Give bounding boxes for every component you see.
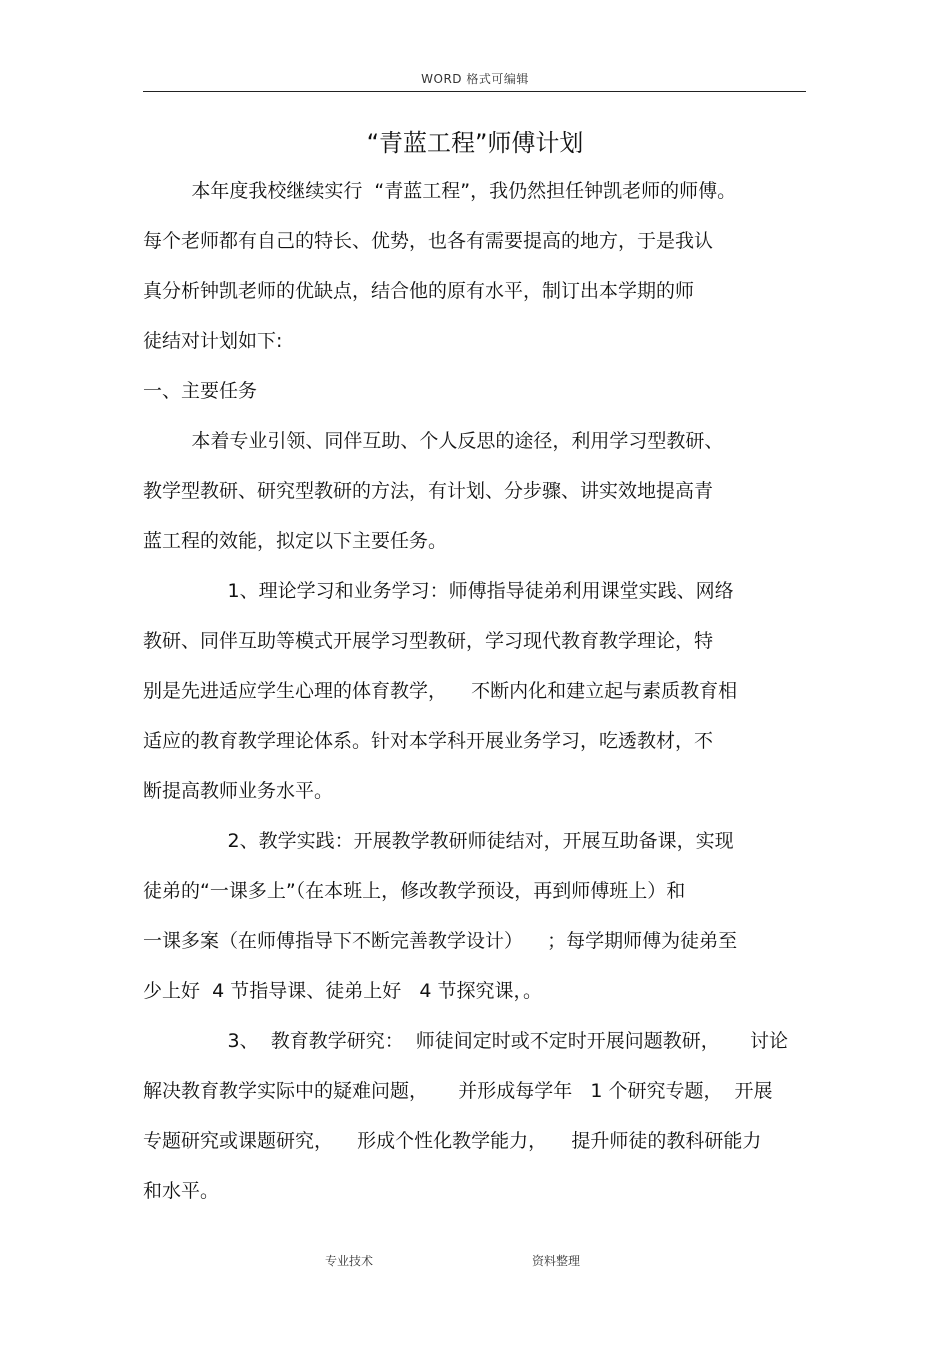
body-line: 教研、同伴互助等模式开展学习型教研，学习现代教育教学理论，特: [143, 630, 714, 652]
body-line: 断提高教师业务水平。: [143, 780, 334, 802]
page-header-text: WORD 格式可编辑: [421, 72, 529, 86]
body-line: 徒结对计划如下:: [143, 330, 283, 352]
document-title: “青蓝工程”师傅计划: [366, 129, 584, 157]
body-line: 别是先进适应学生心理的体育教学， 不断内化和建立起与素质教育相: [143, 680, 738, 702]
body-line: 真分析钟凯老师的优缺点，结合他的原有水平，制订出本学期的师: [143, 280, 695, 302]
body-line: 一课多案（在师傅指导下不断完善教学设计） ；每学期师傅为徒弟至: [143, 930, 738, 952]
body-line: 每个老师都有自己的特长、优势，也各有需要提高的地方，于是我认: [143, 230, 714, 252]
body-line: 解决教育教学实际中的疑难问题， 并形成每学年 1 个研究专题， 开展: [143, 1080, 773, 1102]
body-line: 3、 教育教学研究： 师徒间定时或不定时开展问题教研， 讨论: [143, 1030, 788, 1052]
body-line: 和水平。: [143, 1180, 220, 1202]
footer-left-text: 专业技术: [325, 1254, 374, 1268]
body-line: 教学型教研、研究型教研的方法，有计划、分步骤、讲实效地提高青: [143, 480, 714, 502]
section-heading: 一、主要任务: [143, 380, 258, 402]
body-line: 本着专业引领、同伴互助、个人反思的途径，利用学习型教研、: [143, 430, 724, 452]
body-line: 2、教学实践：开展教学教研师徒结对，开展互助备课，实现: [143, 830, 734, 852]
body-line: 专题研究或课题研究， 形成个性化教学能力， 提升师徒的教科研能力: [143, 1130, 762, 1152]
body-line: 1、理论学习和业务学习：师傅指导徒弟利用课堂实践、网络: [143, 580, 734, 602]
body-line: 蓝工程的效能，拟定以下主要任务。: [143, 530, 448, 552]
body-line: 本年度我校继续实行 “青蓝工程”，我仍然担任钟凯老师的师傅。: [143, 180, 737, 202]
body-line: 徒弟的“一课多上”（在本班上，修改教学预设，再到师傅班上）和: [143, 880, 686, 902]
header-rule: [143, 91, 806, 92]
body-line: 少上好 4 节指导课、徒弟上好 4 节探究课，。: [143, 980, 542, 1002]
body-line: 适应的教育教学理论体系。针对本学科开展业务学习，吃透教材，不: [143, 730, 714, 752]
footer-right-text: 资料整理: [532, 1254, 581, 1268]
